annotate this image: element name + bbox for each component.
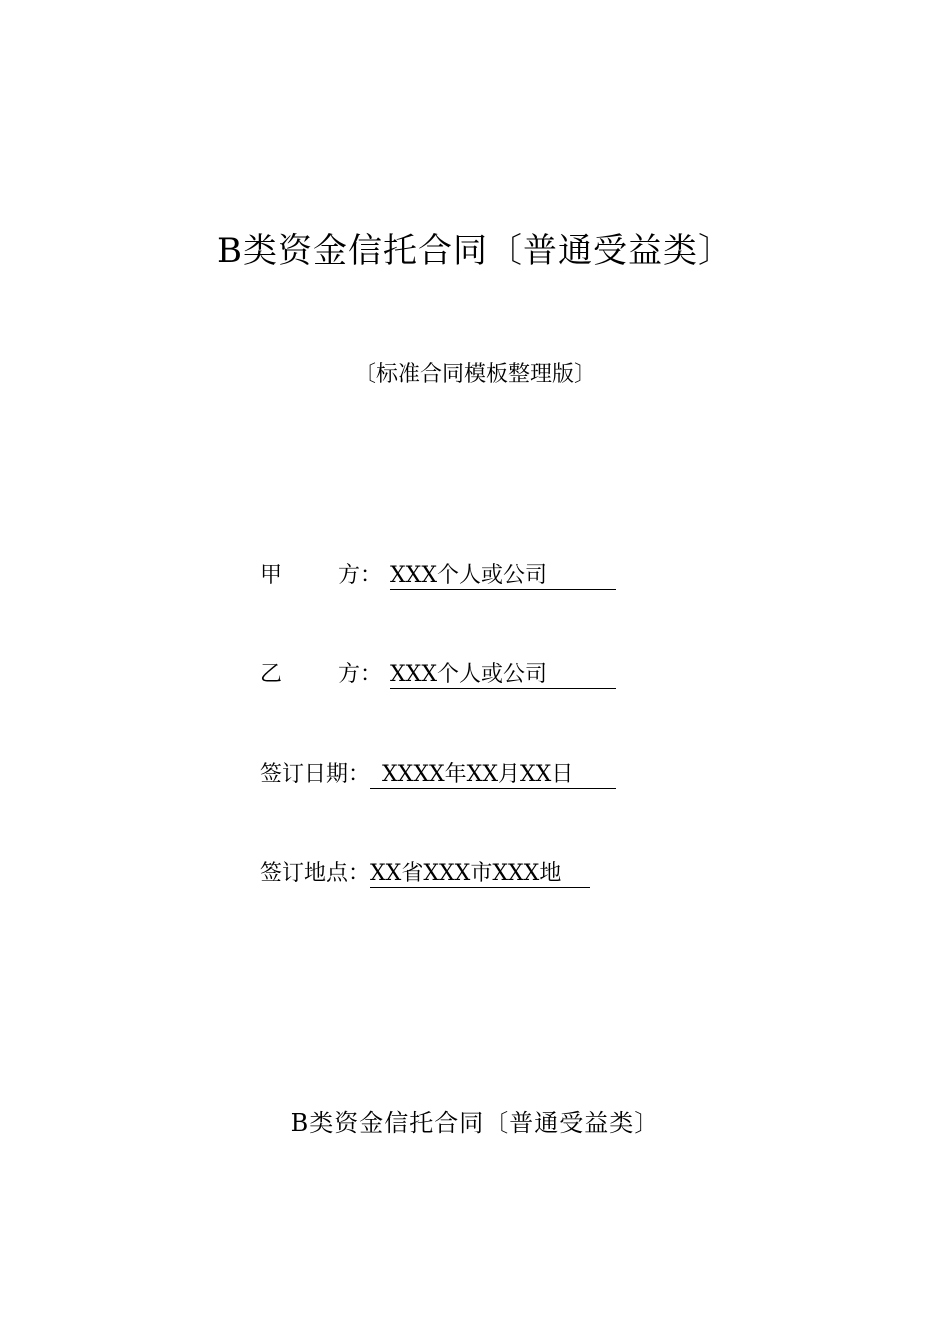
party-a-label-second: 方： (338, 563, 383, 588)
sign-place-label: 签订地点： (260, 861, 371, 886)
party-b-label-first: 乙 (260, 662, 283, 687)
sign-date-label: 签订日期： (260, 762, 371, 787)
sign-date-value: XXXX年XX月XX日 (370, 762, 616, 789)
party-a-label-first: 甲 (260, 563, 283, 588)
party-a-value: XXX个人或公司 (390, 563, 616, 590)
document-title: B类资金信托合同〔普通受益类〕 (217, 231, 733, 271)
party-b-label-second: 方： (338, 662, 383, 687)
party-b-row (260, 660, 616, 690)
sign-date-row (260, 760, 616, 790)
party-a-row (260, 561, 616, 591)
party-a-label (260, 561, 390, 591)
sign-place-value: XX省XXX市XXX地 (370, 861, 590, 888)
party-b-value: XXX个人或公司 (390, 662, 616, 689)
document-subtitle: 〔标准合同模板整理版〕 (353, 362, 596, 387)
sign-place-row (260, 859, 590, 889)
party-b-label (260, 660, 390, 690)
section-title: B类资金信托合同〔普通受益类〕 (290, 1109, 660, 1137)
